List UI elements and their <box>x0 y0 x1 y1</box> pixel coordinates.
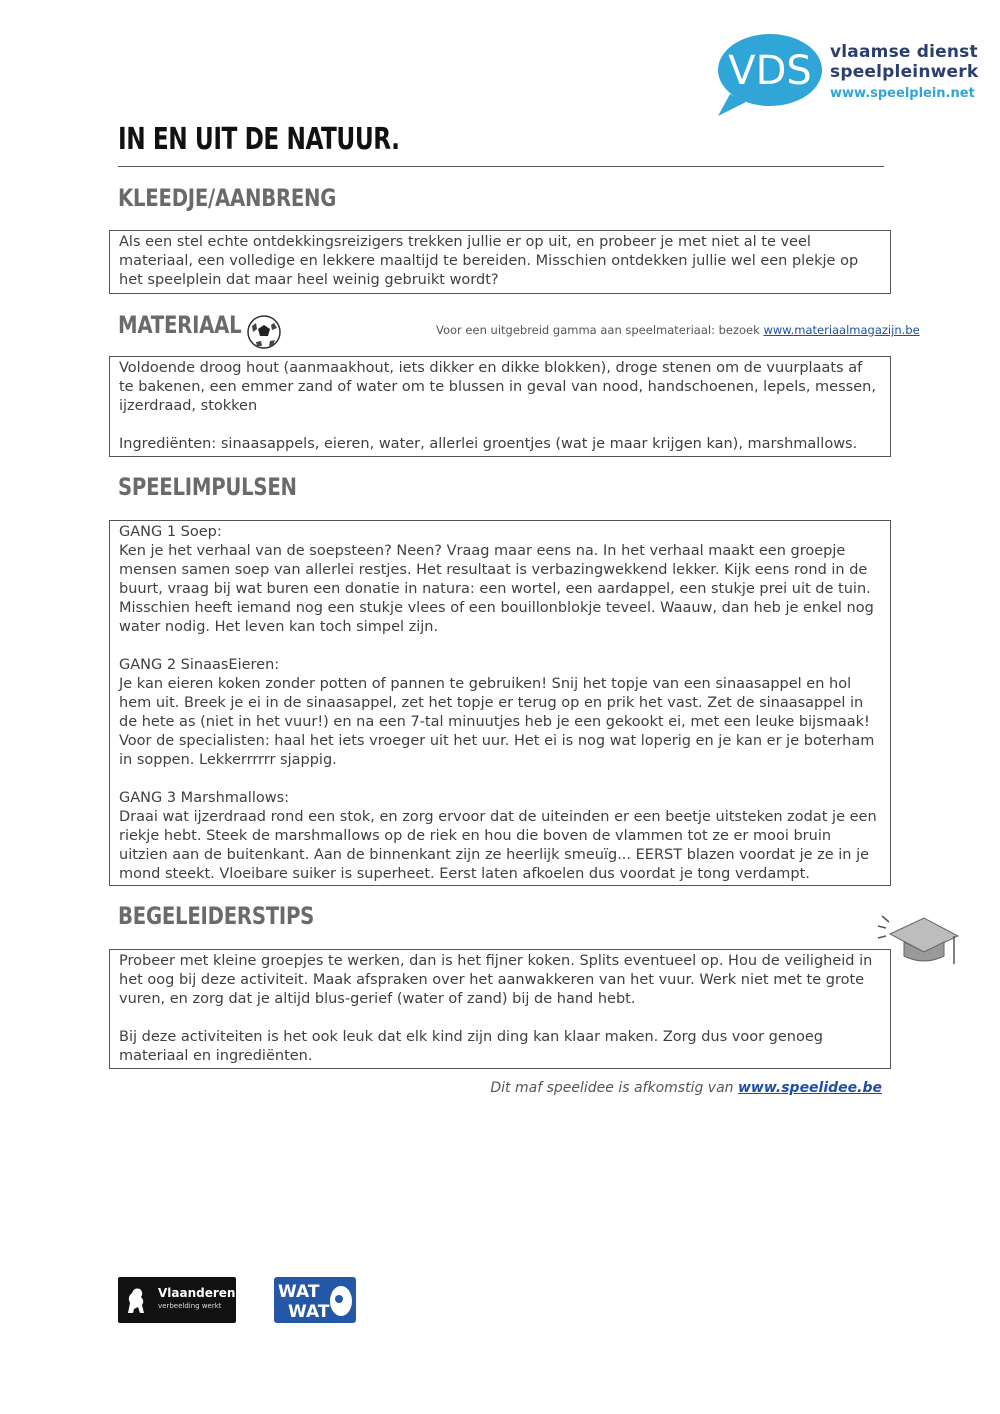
wat-line-1: WAT <box>278 1282 320 1302</box>
ingredienten-text: Ingrediënten: sinaasappels, eieren, water, allerlei groentjes (wat je maar krijgen kan), marshmallows. <box>119 436 858 452</box>
materiaal-text: Voldoende droog hout (aanmaakhout, iets dikker en dikke blokken), droge stenen om de vuurplaats af te bakenen, een emmer zand of water om te blussen in geval van nood, handschoenen, lepels, messen, ijzerdraad, stokken <box>119 360 876 414</box>
lion-icon <box>124 1285 148 1315</box>
logo-line-2: speelpleinwerk <box>830 62 979 82</box>
gang2-title: GANG 2 SinaasEieren: <box>119 657 280 673</box>
speelimpulsen-box <box>109 520 891 886</box>
logo-bubble-text: VDS <box>728 48 812 94</box>
title-divider <box>118 166 884 167</box>
gang2-text: Je kan eieren koken zonder potten of pannen te gebruiken! Snij het topje van een sinaasappel en hol hem uit. Breek je ei in de sinaasappel, zet het topje er terug op en prik het vast. Zet de sinaasappel in de hete as (niet in het vuur!) en na een 7-tal minuutjes heb je een gekookt ei, met een leuke bijsmaak! Voor de specialisten: haal het iets vroeger uit het uur. Het ei is nog wat loperig en je kan er je boterham in soppen. Lekkerrrrrr sjappig. <box>119 676 875 768</box>
gang3-title: GANG 3 Marshmallows: <box>119 790 290 806</box>
tips-text-1: Probeer met kleine groepjes te werken, dan is het fijner koken. Splits eventueel op. Hou de veiligheid in het oog bij deze activiteit. Maak afspraken over het aanwakkeren van het vuur. Werk niet met te grote vuren, en zorg dat je altijd blus-gerief (water of zand) bij de hand hebt. <box>119 953 873 1007</box>
logo-line-1: vlaamse dienst <box>830 42 978 62</box>
soccer-ball-icon <box>246 314 282 350</box>
kleedje-box <box>109 230 891 294</box>
vds-logo <box>712 30 979 120</box>
footer-note <box>490 1080 882 1096</box>
wat-line-2: WAT <box>288 1302 330 1322</box>
materiaal-box <box>109 356 891 457</box>
kleedje-text: Als een stel echte ontdekkingsreizigers trekken jullie er op uit, en probeer je met niet al te veel materiaal, een volledige en lekkere maaltijd te bereiden. Misschien ontdekken jullie wel een plekje op het speelplein dat maar heel weinig gebruikt wordt? <box>119 234 859 288</box>
materiaal-note-text: Voor een uitgebreid gamma aan speelmateriaal: bezoek <box>436 323 764 337</box>
footer-prefix: Dit maf speelidee is afkomstig van <box>490 1080 738 1096</box>
vlaanderen-text: Vlaanderen <box>158 1286 236 1300</box>
heading-kleedje: KLEEDJE/AANBRENG <box>118 184 337 212</box>
logo-url[interactable]: www.speelplein.net <box>830 86 975 101</box>
vlaanderen-subtext: verbeelding werkt <box>158 1302 222 1310</box>
heading-begeleiderstips: BEGELEIDERSTIPS <box>118 902 315 930</box>
gang1-text: Ken je het verhaal van de soepsteen? Neen? Vraag maar eens na. In het verhaal maakt een groepje mensen samen soep van allerlei restjes. Het resultaat is verbazingwekkend lekker. Kijk eens rond in de buurt, vraag bij wat buren een donatie in natura: een wortel, een aardappel, een stukje prei uit de tuin. Misschien heeft iemand nog een stukje vlees of een bouillonblokje teveel. Waauw, dan heb je enkel nog water nodig. Het leven kan toch simpel zijn. <box>119 543 874 635</box>
gang1-title: GANG 1 Soep: <box>119 524 222 540</box>
begeleiderstips-box <box>109 949 891 1069</box>
gang3-text: Draai wat ijzerdraad rond een stok, en zorg ervoor dat de uiteinden er een beetje uitsteken zodat je een riekje hebt. Steek de marshmallows op de riek en hou die boven de vlammen tot ze er mooi bruin uitzien aan de buitenkant. Aan de binnenkant zijn ze heerlijk smeuïg... EERST blazen voordat je ze in je mond steekt. Vloeibare suiker is superheet. Eerst laten afkoelen dus voordat je tong verdampt. <box>119 809 877 882</box>
page-title: IN EN UIT DE NATUUR. <box>118 122 400 157</box>
speelidee-link[interactable]: www.speelidee.be <box>737 1080 882 1096</box>
vlaanderen-logo <box>118 1277 236 1323</box>
materiaal-note <box>436 323 920 337</box>
materiaalmagazijn-link[interactable]: www.materiaalmagazijn.be <box>763 323 920 337</box>
tips-text-2: Bij deze activiteiten is het ook leuk dat elk kind zijn ding kan klaar maken. Zorg dus voor genoeg materiaal en ingrediënten. <box>119 1029 823 1064</box>
heading-materiaal: MATERIAAL <box>118 311 242 339</box>
heading-speelimpulsen: SPEELIMPULSEN <box>118 473 297 501</box>
watwat-logo <box>274 1277 356 1323</box>
speech-bubble-icon <box>712 32 822 116</box>
